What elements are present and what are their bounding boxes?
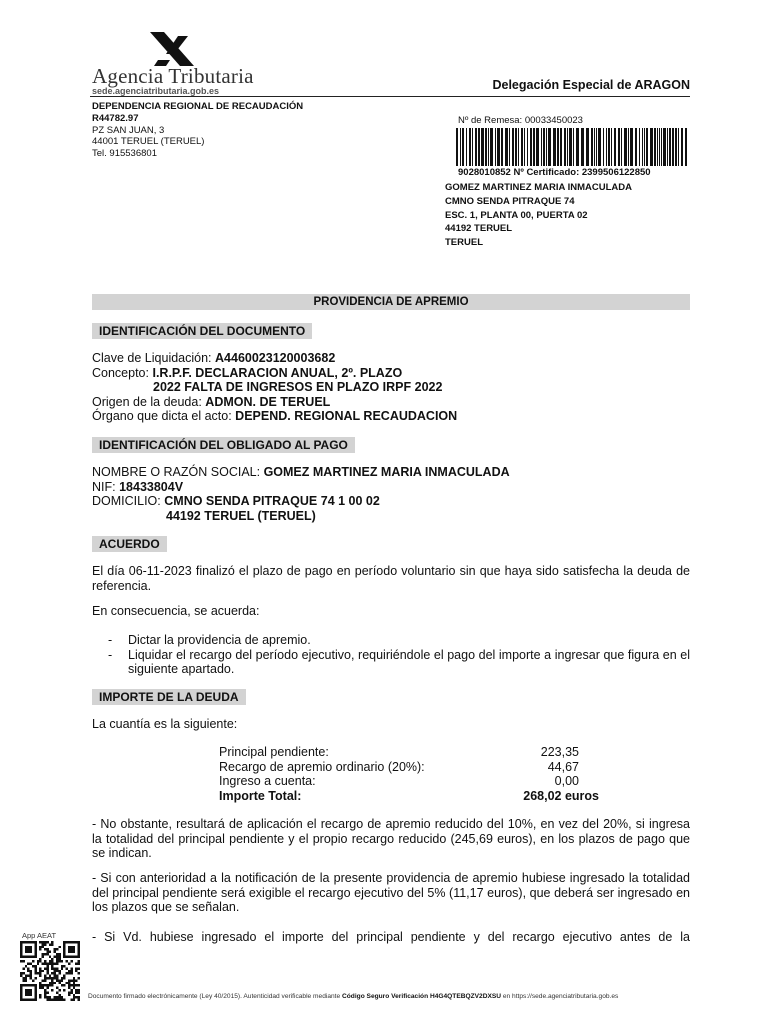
- importe-intro: La cuantía es la siguiente:: [92, 717, 238, 731]
- amount-row: [219, 760, 599, 775]
- acuerdo-paragraph-1: El día 06-11-2023 finalizó el plazo de pago en período voluntario sin que haya sido satisfecha la deuda de referencia.: [92, 564, 690, 593]
- logo-url: sede.agenciatributaria.gob.es: [92, 86, 220, 96]
- agencia-tributaria-emblem-icon: [144, 30, 200, 68]
- amount-total-value: 268,02 euros: [523, 788, 599, 803]
- organo-label: Órgano que dicta el acto:: [92, 409, 232, 424]
- sender-line-4: 44001 TERUEL (TERUEL): [92, 136, 205, 148]
- header-divider: [90, 96, 690, 97]
- obligado-details: [92, 465, 690, 523]
- recipient-line: GOMEZ MARTINEZ MARIA INMACULADA: [445, 182, 632, 193]
- logo-name: Agencia Tributaria: [92, 64, 254, 88]
- list-item: [92, 633, 690, 648]
- recipient-line: CMNO SENDA PITRAQUE 74: [445, 195, 575, 207]
- recipient-line: ESC. 1, PLANTA 00, PUERTA 02: [445, 209, 588, 221]
- footer-text-before: Documento firmado electrónicamente (Ley 40/2015). Autenticidad verificable mediante: [88, 993, 341, 1000]
- footer-verification: [88, 993, 618, 1000]
- amount-label: Recargo de apremio ordinario (20%):: [219, 759, 425, 774]
- amounts-table: [219, 745, 599, 803]
- remesa-value: 00033450023: [524, 115, 583, 126]
- importe-paragraph-1: - No obstante, resultará de aplicación el recargo de apremio reducido del 10%, en vez del 20%, si ingresa la totalidad del principal pendiente y el propio recargo reducido (245,69 euros), en los plazos de pago que se indican.: [92, 817, 690, 861]
- sender-line-2: R44782.97: [92, 112, 139, 124]
- organo-value: DEPEND. REGIONAL RECAUDACION: [235, 409, 458, 424]
- section-importe: IMPORTE DE LA DEUDA: [92, 689, 246, 705]
- sender-line-3: PZ SAN JUAN, 3: [92, 124, 165, 136]
- remesa: [458, 115, 583, 126]
- domicilio-line-2: 44192 TERUEL (TERUEL): [166, 508, 316, 523]
- list-dash: -: [108, 633, 113, 647]
- barcode-icon: [456, 128, 690, 166]
- list-item: [92, 648, 690, 677]
- origen-value: ADMON. DE TERUEL: [205, 394, 331, 409]
- section-identificacion-obligado: IDENTIFICACIÓN DEL OBLIGADO AL PAGO: [92, 437, 355, 453]
- domicilio-line-1: CMNO SENDA PITRAQUE 74 1 00 02: [164, 494, 380, 509]
- concepto-line-1: I.R.P.F. DECLARACION ANUAL, 2º. PLAZO: [152, 365, 403, 380]
- nombre-label: NOMBRE O RAZÓN SOCIAL:: [92, 465, 261, 479]
- clave-value: A4460023120003682: [215, 351, 336, 365]
- amount-label: Principal pendiente:: [219, 745, 329, 759]
- concepto-label: Concepto:: [92, 365, 149, 380]
- amount-total-label: Importe Total:: [219, 788, 302, 803]
- acuerdo-paragraph-2: En consecuencia, se acuerda:: [92, 604, 260, 618]
- section-identificacion-documento: IDENTIFICACIÓN DEL DOCUMENTO: [92, 323, 312, 339]
- amount-label: Ingreso a cuenta:: [219, 774, 316, 789]
- remesa-label: Nº de Remesa:: [458, 115, 523, 126]
- app-aeat-label: App AEAT: [22, 931, 57, 940]
- sender-address: [92, 101, 303, 160]
- amount-row: [219, 745, 599, 760]
- amount-total-row: [219, 789, 599, 804]
- sender-line-1: DEPENDENCIA REGIONAL DE RECAUDACIÓN: [92, 101, 304, 112]
- nif-label: NIF:: [92, 479, 116, 494]
- sender-line-5: Tel. 915536801: [92, 148, 157, 160]
- origen-label: Origen de la deuda:: [92, 394, 202, 409]
- recipient-line: TERUEL: [445, 237, 483, 249]
- section-acuerdo: ACUERDO: [92, 536, 167, 552]
- acuerdo-list: [92, 633, 690, 677]
- list-item-text: Dictar la providencia de apremio.: [128, 633, 311, 647]
- amount-value: 0,00: [554, 774, 579, 789]
- recipient-address: [445, 181, 632, 250]
- list-item-text: Liquidar el recargo del período ejecutivo, requiriéndole el pago del importe a ingresar que figura en el siguiente apartado.: [128, 647, 690, 677]
- concepto-line-2: 2022 FALTA DE INGRESOS EN PLAZO IRPF 2022: [153, 380, 443, 395]
- footer-text-after: en https://sede.agenciatributaria.gob.es: [502, 993, 619, 1000]
- documento-details: [92, 351, 690, 424]
- delegacion-title: Delegación Especial de ARAGON: [492, 78, 690, 92]
- qr-code-icon: [20, 941, 80, 1001]
- importe-paragraph-2: - Si con anterioridad a la notificación de la presente providencia de apremio hubiese ingresado la totalidad del principal pendiente será exigible el recargo ejecutivo del 5% (11,17 euros), que deberá ser ingresado en los plazos que se señalan.: [92, 871, 690, 915]
- domicilio-label: DOMICILIO:: [92, 494, 161, 509]
- footer-csv: Código Seguro Verificación H4G4QTEBQZV2DXSU: [342, 993, 502, 1000]
- amount-row: [219, 774, 599, 789]
- recipient-line: 44192 TERUEL: [445, 223, 513, 235]
- importe-paragraph-3: - Si Vd. hubiese ingresado el importe del principal pendiente y del recargo ejecutivo antes de la: [92, 930, 690, 944]
- list-dash: -: [108, 647, 113, 662]
- amount-value: 223,35: [540, 745, 579, 759]
- clave-label: Clave de Liquidación:: [92, 351, 212, 365]
- amount-value: 44,67: [547, 759, 579, 774]
- nombre-value: GOMEZ MARTINEZ MARIA INMACULADA: [263, 465, 510, 479]
- document-title: PROVIDENCIA DE APREMIO: [92, 294, 690, 310]
- certificado-number: 9028010852 Nº Certificado: 2399506122850: [458, 167, 651, 178]
- nif-value: 18433804V: [119, 479, 184, 494]
